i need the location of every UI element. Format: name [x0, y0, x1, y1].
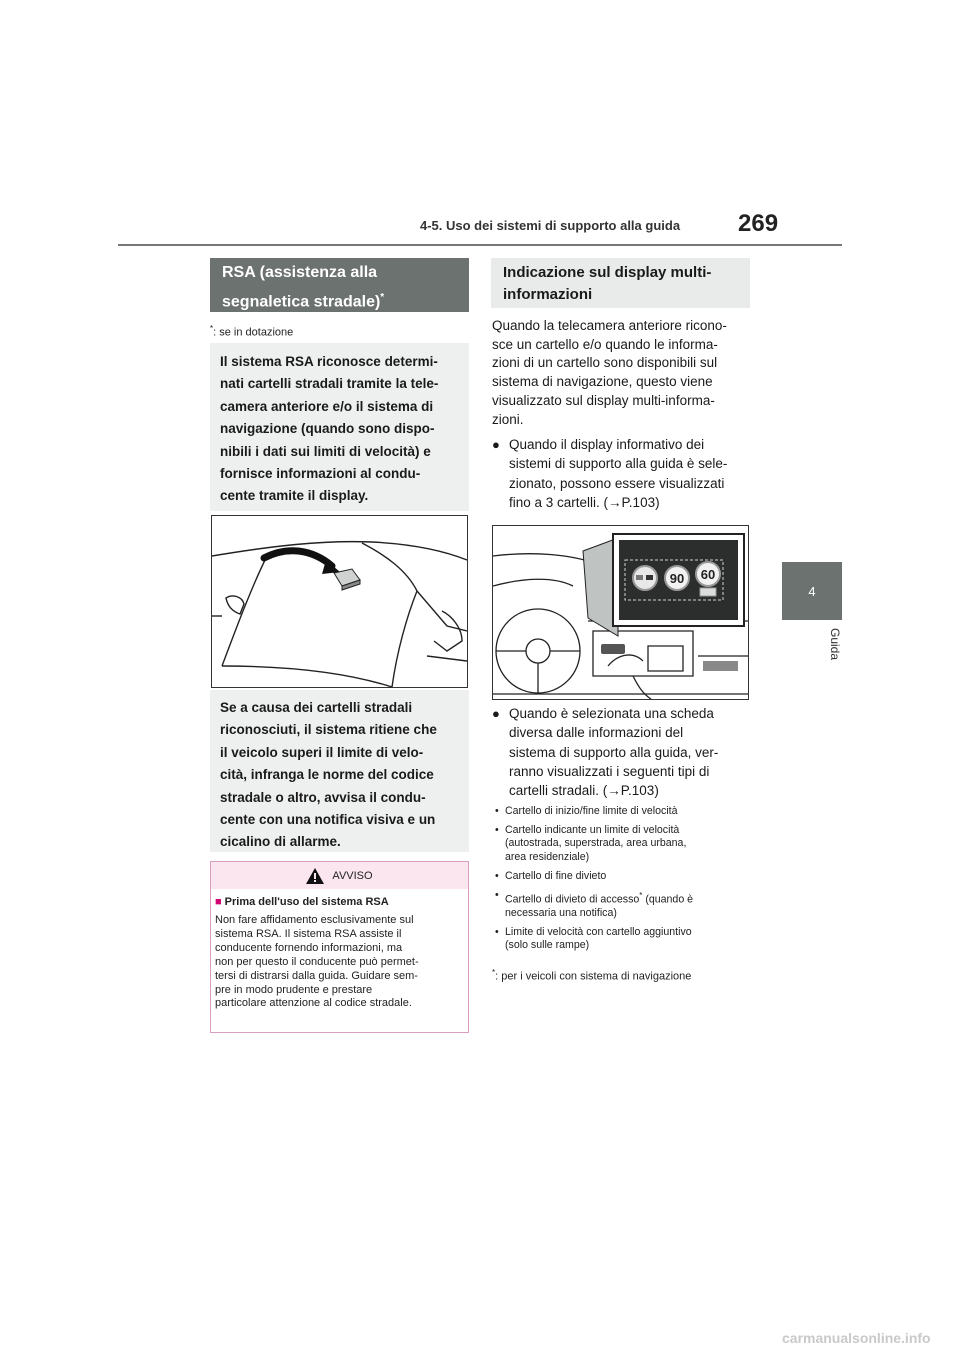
no-overtaking-sign-icon — [633, 566, 657, 590]
running-header-section: 4-5. Uso dei sistemi di supporto alla guida — [420, 218, 681, 233]
warning-triangle-icon — [306, 868, 324, 884]
chapter-tab-label: Guida — [828, 628, 842, 661]
speed-sign-60-label: 60 — [700, 567, 716, 582]
car-windshield-drawing — [212, 516, 467, 687]
list-item: • Cartello di fine divieto — [495, 869, 607, 882]
display-intro-paragraph: Quando la telecamera anteriore ricono- sce un cartello e/o quando le informa- zioni di un cartello sono disponibili sul sistema di navigazione, questo viene visualizzato sul display multi-informa- zioni. — [492, 318, 727, 427]
sign-types-list — [495, 805, 750, 958]
rsa-title-line1: RSA (assistenza alla — [222, 264, 378, 281]
camera-unit — [334, 569, 360, 590]
bullet-driving-support-display: ● Quando il display informativo dei sistemi di supporto alla guida è sele- zionato, possono essere visualizzati fino a 3 cartelli. (→P.103) — [492, 435, 752, 512]
intro-text: Il sistema RSA riconosce determi- nati cartelli stradali tramite la tele- camera anteriore e/o il sistema di navigazione (quando sono dispo- nibili i dati sui limiti di velocità) e fornisce informazioni al condu- cente tramite il display. — [220, 354, 439, 504]
display-section-title: Indicazione sul display multi- informazioni — [491, 258, 750, 308]
warning-description-text: Se a causa dei cartelli stradali riconosciuti, il sistema ritiene che il veicolo superi il limite di velo- cità, infranga le norme del codice stradale o altro, avvisa il condu- cente con una notifica visiva e un cicalino di allarme. — [220, 700, 437, 850]
avviso-label: AVVISO — [332, 869, 373, 882]
display-callout — [583, 534, 744, 636]
list-item: • Cartello di divieto di accesso* (quando è necessaria una notifica) — [495, 889, 694, 919]
list-item: • Cartello indicante un limite di velocità (autostrada, superstrada, area urbana, area residenziale) — [495, 824, 687, 863]
windshield-camera-illustration — [211, 515, 468, 688]
avviso-subtitle: ■ Prima dell'uso del sistema RSA — [215, 896, 389, 908]
bullet-dot: ● — [492, 706, 500, 721]
rsa-title-asterisk: * — [380, 292, 385, 303]
avviso-square-icon: ■ — [215, 896, 222, 908]
header-rule — [118, 244, 842, 246]
speed-sign-90-label: 90 — [669, 571, 685, 586]
avviso-header — [211, 862, 468, 889]
avviso-body: Non fare affidamento esclusivamente sul sistema RSA. Il sistema RSA assiste il conducente fornendo informazioni, ma non per questo il conducente può permet- tersi di distrarsi dalla guida. Guidare sem- pre in modo prudente e prestare particolare attenzione al codice stradale. — [215, 914, 419, 1010]
bullet-dot: ● — [492, 437, 500, 452]
navigation-footnote: *: per i veicoli con sistema di navigazione — [492, 968, 692, 983]
list-item: • Cartello di inizio/fine limite di velocità — [495, 805, 678, 817]
supplementary-plate-icon — [700, 588, 716, 596]
chapter-tab-number: 4 — [782, 562, 842, 620]
dashboard-drawing — [493, 526, 748, 699]
list-item: • Limite di velocità con cartello aggiuntivo (solo sulle rampe) — [495, 925, 692, 952]
rsa-footnote: *: se in dotazione — [210, 324, 294, 339]
rsa-section-title — [210, 258, 469, 312]
page-number: 269 — [738, 210, 779, 237]
bullet-other-tab: ● Quando è selezionata una scheda diversa dalle informazioni del sistema di supporto alla guida, ver- ranno visualizzati i seguenti tipi di cartelli stradali. (→P.103) — [492, 704, 752, 800]
dashboard-display-illustration — [492, 525, 749, 700]
watermark: carmanualsonline.info — [782, 1330, 931, 1346]
rsa-title-line2: segnaletica stradale)* — [222, 292, 385, 311]
